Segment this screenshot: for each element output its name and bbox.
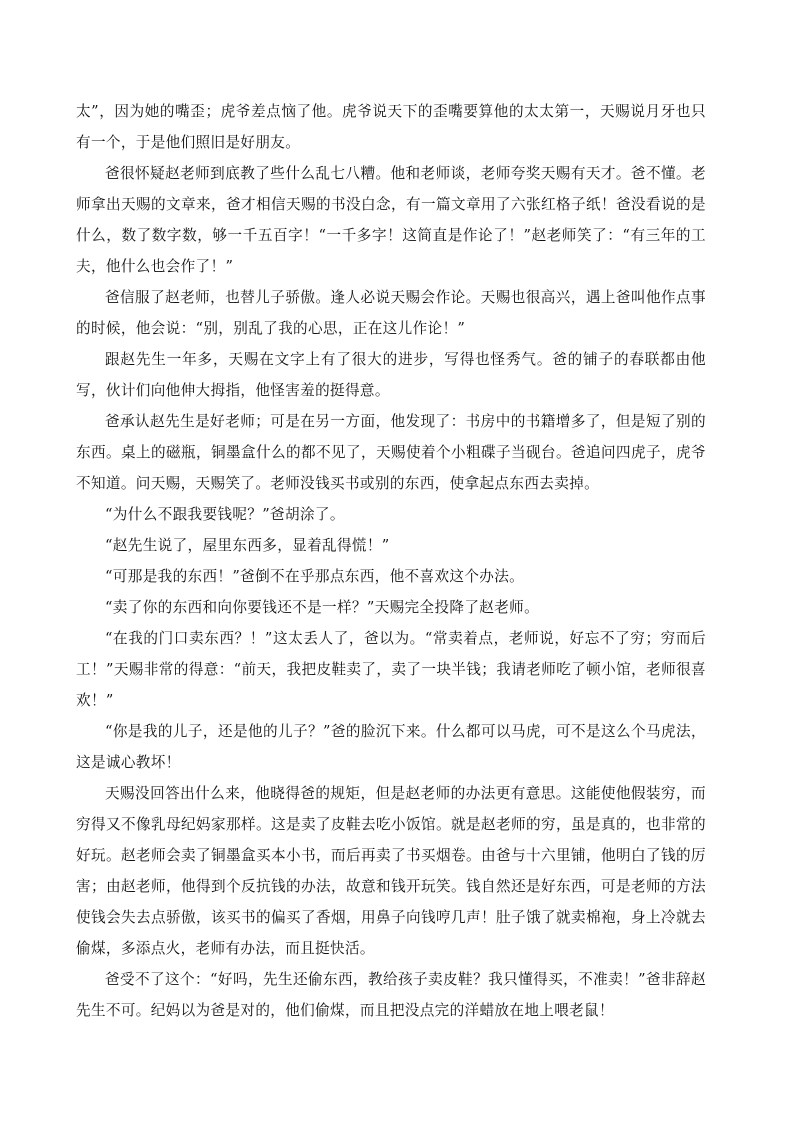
paragraph-8: “可那是我的东西！”爸倒不在乎那点东西，他不喜欢这个办法。	[105, 568, 525, 585]
paragraph-7: “赵先生说了，屋里东西多，显着乱得慌！”	[105, 537, 390, 554]
paragraph-9: “卖了你的东西和向你要钱还不是一样？”天赐完全投降了赵老师。	[105, 599, 540, 616]
paragraph-6: “为什么不跟我要钱呢？”爸胡涂了。	[105, 506, 345, 523]
paragraph-10: “在我的门口卖东西？！”这太丢人了，爸以为。“常卖着点，老师说，好忘不了穷；穷而后工！”天赐非常的得意：“前天，我把皮鞋卖了，卖了一块半钱；我请老师吃了顿小馆，老师很喜欢！”	[76, 630, 706, 709]
paragraph-13: 爸受不了这个：“好吗，先生还偷东西，教给孩子卖皮鞋？我只懂得买，不准卖！”爸非辞赵先生不可。纪妈以为爸是对的，他们偷煤，而且把没点完的洋蜡放在地上喂老鼠！	[76, 971, 706, 1019]
paragraph-3: 爸信服了赵老师，也替儿子骄傲。逢人必说天赐会作论。天赐也很高兴，遇上爸叫他作点事的时候，他会说：“别，别乱了我的心思，正在这儿作论！”	[76, 289, 706, 337]
paragraph-2: 爸很怀疑赵老师到底教了些什么乱七八糟。他和老师谈，老师夸奖天赐有天才。爸不懂。老师拿出天赐的文章来，爸才相信天赐的书没白念，有一篇文章用了六张红格子纸！爸没看说的是什么，数了数字数，够一千五百字！“一千多字！这简直是作论了！”赵老师笑了：“有三年的工夫，他什么也会作了！”	[76, 165, 706, 275]
paragraph-12: 天赐没回答出什么来，他晓得爸的规矩，但是赵老师的办法更有意思。这能使他假装穷，而穷得又不像乳母纪妈家那样。这是卖了皮鞋去吃小饭馆。就是赵老师的穷，虽是真的，也非常的好玩。赵老师会卖了铜墨盒买本小书，而后再卖了书买烟卷。由爸与十六里铺，他明白了钱的厉害；由赵老师，他得到个反抗钱的办法，故意和钱开玩笑。钱自然还是好东西，可是老师的方法使钱会失去点骄傲，该买书的偏买了香烟，用鼻子向钱哼几声！肚子饿了就卖棉袍，身上冷就去偷煤，多添点火，老师有办法，而且挺快活。	[76, 785, 706, 957]
paragraph-4: 跟赵先生一年多，天赐在文字上有了很大的进步，写得也怪秀气。爸的铺子的春联都由他写，伙计们向他伸大拇指，他怪害羞的挺得意。	[76, 351, 706, 399]
paragraph-11: “你是我的儿子，还是他的儿子？”爸的脸沉下来。什么都可以马虎，可不是这么个马虎法，这是诚心教坏！	[76, 723, 706, 771]
paragraph-1: 太”，因为她的嘴歪；虎爷差点恼了他。虎爷说天下的歪嘴要算他的太太第一，天赐说月牙也只有一个，于是他们照旧是好朋友。	[76, 103, 706, 151]
paragraph-5: 爸承认赵先生是好老师；可是在另一方面，他发现了：书房中的书籍增多了，但是短了别的东西。桌上的磁瓶，铜墨盒什么的都不见了，天赐使着个小粗碟子当砚台。爸追问四虎子，虎爷不知道。问天赐，天赐笑了。老师没钱买书或别的东西，使拿起点东西去卖掉。	[76, 413, 706, 492]
